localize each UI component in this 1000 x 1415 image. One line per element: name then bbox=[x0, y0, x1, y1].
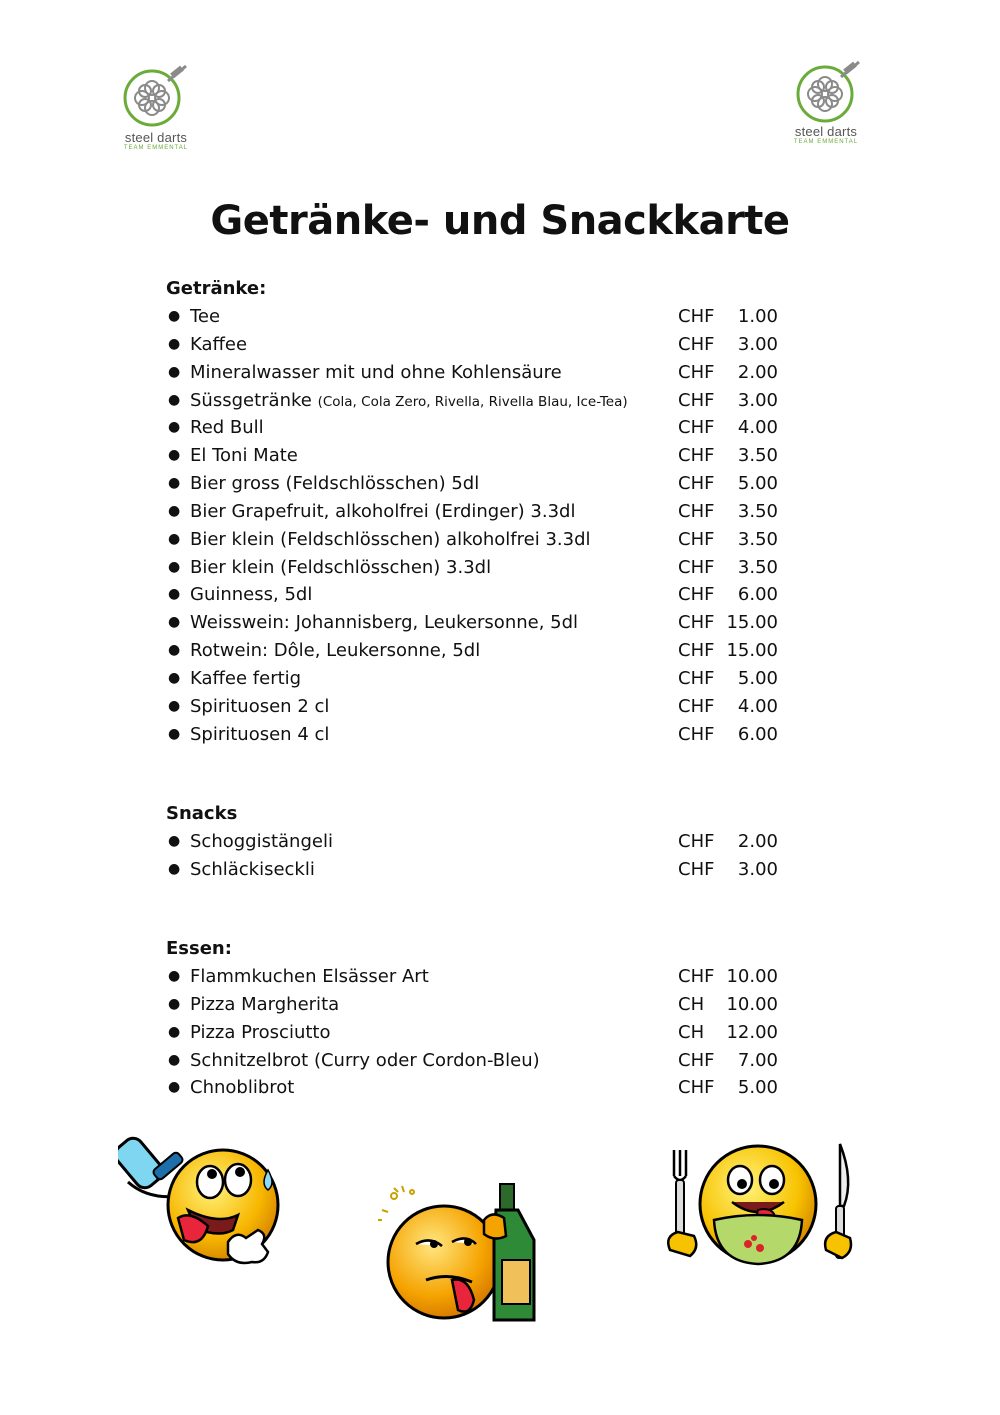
item-price: 3.50 bbox=[737, 556, 778, 578]
item-name: Pizza Prosciutto bbox=[190, 1021, 331, 1043]
menu-item bbox=[166, 359, 786, 387]
bullet-icon: ● bbox=[168, 614, 181, 631]
item-name: Bier klein (Feldschlösschen) alkoholfrei 3.3dl bbox=[190, 528, 591, 550]
bullet-icon: ● bbox=[168, 530, 181, 547]
logo-text: steel darts bbox=[124, 130, 188, 145]
item-name: Bier gross (Feldschlösschen) 5dl bbox=[190, 473, 480, 495]
menu-item bbox=[166, 1047, 786, 1075]
bullet-icon: ● bbox=[168, 363, 181, 380]
logo-subtext: TEAM EMMENTAL bbox=[793, 139, 859, 145]
menu-item bbox=[166, 387, 786, 415]
bullet-icon: ● bbox=[168, 391, 181, 408]
menu-item bbox=[166, 609, 786, 637]
item-currency: CHF bbox=[678, 695, 715, 717]
item-currency: CHF bbox=[678, 640, 715, 662]
bullet-icon: ● bbox=[168, 475, 181, 492]
drinks-section bbox=[166, 275, 786, 749]
steel-darts-logo-right bbox=[776, 58, 876, 158]
item-name: Kaffee fertig bbox=[190, 667, 302, 689]
item-name: Mineralwasser mit und ohne Kohlensäure bbox=[190, 361, 562, 383]
item-name: Bier Grapefruit, alkoholfrei (Erdinger) 3.3dl bbox=[190, 500, 576, 522]
item-currency: CHF bbox=[678, 1049, 715, 1071]
menu-item bbox=[166, 963, 786, 991]
item-price: 5.00 bbox=[737, 1077, 778, 1099]
bullet-icon: ● bbox=[168, 335, 181, 352]
steel-darts-logo-icon bbox=[776, 58, 876, 128]
item-name: Bier klein (Feldschlösschen) 3.3dl bbox=[190, 556, 492, 578]
item-name: Tee bbox=[190, 306, 221, 327]
menu-item bbox=[166, 693, 786, 721]
item-price: 3.50 bbox=[737, 528, 778, 550]
item-name: Schoggistängeli bbox=[190, 831, 333, 852]
item-price: 2.00 bbox=[737, 831, 778, 852]
menu-item bbox=[166, 721, 786, 749]
logo-text: steel darts bbox=[794, 124, 858, 139]
item-currency: CHF bbox=[678, 831, 715, 852]
menu-item bbox=[166, 665, 786, 693]
menu-item bbox=[166, 1019, 786, 1047]
item-price: 12.00 bbox=[726, 1021, 778, 1043]
item-name: Kaffee bbox=[190, 333, 248, 355]
item-currency: CHF bbox=[678, 333, 715, 355]
item-currency: CHF bbox=[678, 500, 715, 522]
menu-item bbox=[166, 637, 786, 665]
item-price: 4.00 bbox=[737, 417, 778, 439]
bullet-icon: ● bbox=[168, 669, 181, 686]
bullet-icon: ● bbox=[168, 447, 181, 464]
menu-item bbox=[166, 303, 786, 331]
item-currency: CHF bbox=[678, 445, 715, 467]
item-name-with-note bbox=[190, 387, 628, 417]
item-name: Schläckiseckli bbox=[190, 858, 315, 880]
item-price: 3.50 bbox=[737, 500, 778, 522]
item-currency: CHF bbox=[678, 858, 715, 880]
item-currency: CHF bbox=[678, 667, 715, 689]
bullet-icon: ● bbox=[168, 308, 181, 324]
item-price: 1.00 bbox=[737, 306, 778, 327]
item-name: Spirituosen 2 cl bbox=[190, 695, 330, 717]
bullet-icon: ● bbox=[168, 995, 181, 1012]
bullet-icon: ● bbox=[168, 642, 181, 659]
item-currency: CHF bbox=[678, 389, 715, 411]
drinking-emoji-icon bbox=[118, 1130, 288, 1280]
drunk-emoji-icon bbox=[372, 1180, 562, 1330]
item-currency: CHF bbox=[678, 966, 715, 987]
menu-item bbox=[166, 1074, 786, 1102]
menu-item bbox=[166, 581, 786, 609]
bullet-icon: ● bbox=[168, 860, 181, 877]
food-section bbox=[166, 935, 786, 1102]
item-price: 10.00 bbox=[726, 966, 778, 987]
item-note: (Cola, Cola Zero, Rivella, Rivella Blau, Ice-Tea) bbox=[317, 393, 628, 410]
item-currency: CHF bbox=[678, 361, 715, 383]
item-currency: CHF bbox=[678, 612, 715, 634]
item-price: 3.50 bbox=[737, 445, 778, 467]
bullet-icon: ● bbox=[168, 1051, 181, 1068]
menu-item bbox=[166, 331, 786, 359]
item-price: 15.00 bbox=[726, 612, 778, 634]
item-currency: CHF bbox=[678, 417, 715, 439]
item-currency: CHF bbox=[678, 473, 715, 495]
item-price: 4.00 bbox=[737, 695, 778, 717]
item-price: 5.00 bbox=[737, 667, 778, 689]
item-name: Flammkuchen Elsässer Art bbox=[190, 966, 429, 987]
menu-item bbox=[166, 526, 786, 554]
bullet-icon: ● bbox=[168, 558, 181, 575]
item-currency: CHF bbox=[678, 528, 715, 550]
menu-item bbox=[166, 554, 786, 582]
item-name: Süssgetränke bbox=[190, 389, 312, 411]
drinking-emoji bbox=[118, 1130, 288, 1284]
menu-item bbox=[166, 442, 786, 470]
item-price: 3.00 bbox=[737, 389, 778, 411]
menu-item bbox=[166, 856, 786, 884]
item-price: 5.00 bbox=[737, 473, 778, 495]
bullet-icon: ● bbox=[168, 1023, 181, 1040]
menu-item bbox=[166, 498, 786, 526]
bullet-icon: ● bbox=[168, 419, 181, 436]
bullet-icon: ● bbox=[168, 725, 181, 742]
item-name: El Toni Mate bbox=[190, 445, 298, 467]
menu-item bbox=[166, 828, 786, 856]
drunk-emoji bbox=[372, 1180, 562, 1334]
item-currency: CH bbox=[678, 1021, 705, 1043]
menu-item bbox=[166, 414, 786, 442]
item-price: 10.00 bbox=[726, 993, 778, 1015]
eating-emoji bbox=[650, 1140, 860, 1294]
item-price: 15.00 bbox=[726, 640, 778, 662]
logo-subtext: TEAM EMMENTAL bbox=[123, 145, 189, 151]
eating-emoji-icon bbox=[650, 1140, 860, 1290]
drinks-heading: Getränke: bbox=[166, 278, 267, 299]
steel-darts-logo-icon bbox=[106, 64, 206, 134]
menu-item bbox=[166, 470, 786, 498]
bullet-icon: ● bbox=[168, 1079, 181, 1096]
page-title: Getränke- und Snackkarte bbox=[210, 198, 790, 244]
snacks-heading: Snacks bbox=[166, 803, 238, 824]
bullet-icon: ● bbox=[168, 833, 181, 849]
item-currency: CH bbox=[678, 993, 705, 1015]
item-currency: CHF bbox=[678, 1077, 715, 1099]
item-name: Schnitzelbrot (Curry oder Cordon-Bleu) bbox=[190, 1049, 540, 1071]
item-currency: CHF bbox=[678, 556, 715, 578]
bullet-icon: ● bbox=[168, 502, 181, 519]
item-currency: CHF bbox=[678, 723, 715, 745]
item-price: 6.00 bbox=[737, 584, 778, 606]
bullet-icon: ● bbox=[168, 586, 181, 603]
item-price: 6.00 bbox=[737, 723, 778, 745]
bullet-icon: ● bbox=[168, 697, 181, 714]
menu-item bbox=[166, 991, 786, 1019]
item-name: Spirituosen 4 cl bbox=[190, 723, 330, 745]
steel-darts-logo-left bbox=[106, 64, 206, 164]
item-name: Guinness, 5dl bbox=[190, 584, 313, 606]
item-currency: CHF bbox=[678, 584, 715, 606]
food-heading: Essen: bbox=[166, 938, 232, 959]
item-price: 3.00 bbox=[737, 333, 778, 355]
item-name: Rotwein: Dôle, Leukersonne, 5dl bbox=[190, 640, 481, 662]
snacks-section bbox=[166, 800, 786, 884]
item-currency: CHF bbox=[678, 306, 715, 327]
item-name: Weisswein: Johannisberg, Leukersonne, 5dl bbox=[190, 612, 579, 634]
item-name: Chnoblibrot bbox=[190, 1077, 295, 1099]
item-name: Red Bull bbox=[190, 417, 264, 439]
bullet-icon: ● bbox=[168, 968, 181, 984]
item-price: 7.00 bbox=[737, 1049, 778, 1071]
item-price: 3.00 bbox=[737, 858, 778, 880]
item-name: Pizza Margherita bbox=[190, 993, 340, 1015]
item-price: 2.00 bbox=[737, 361, 778, 383]
